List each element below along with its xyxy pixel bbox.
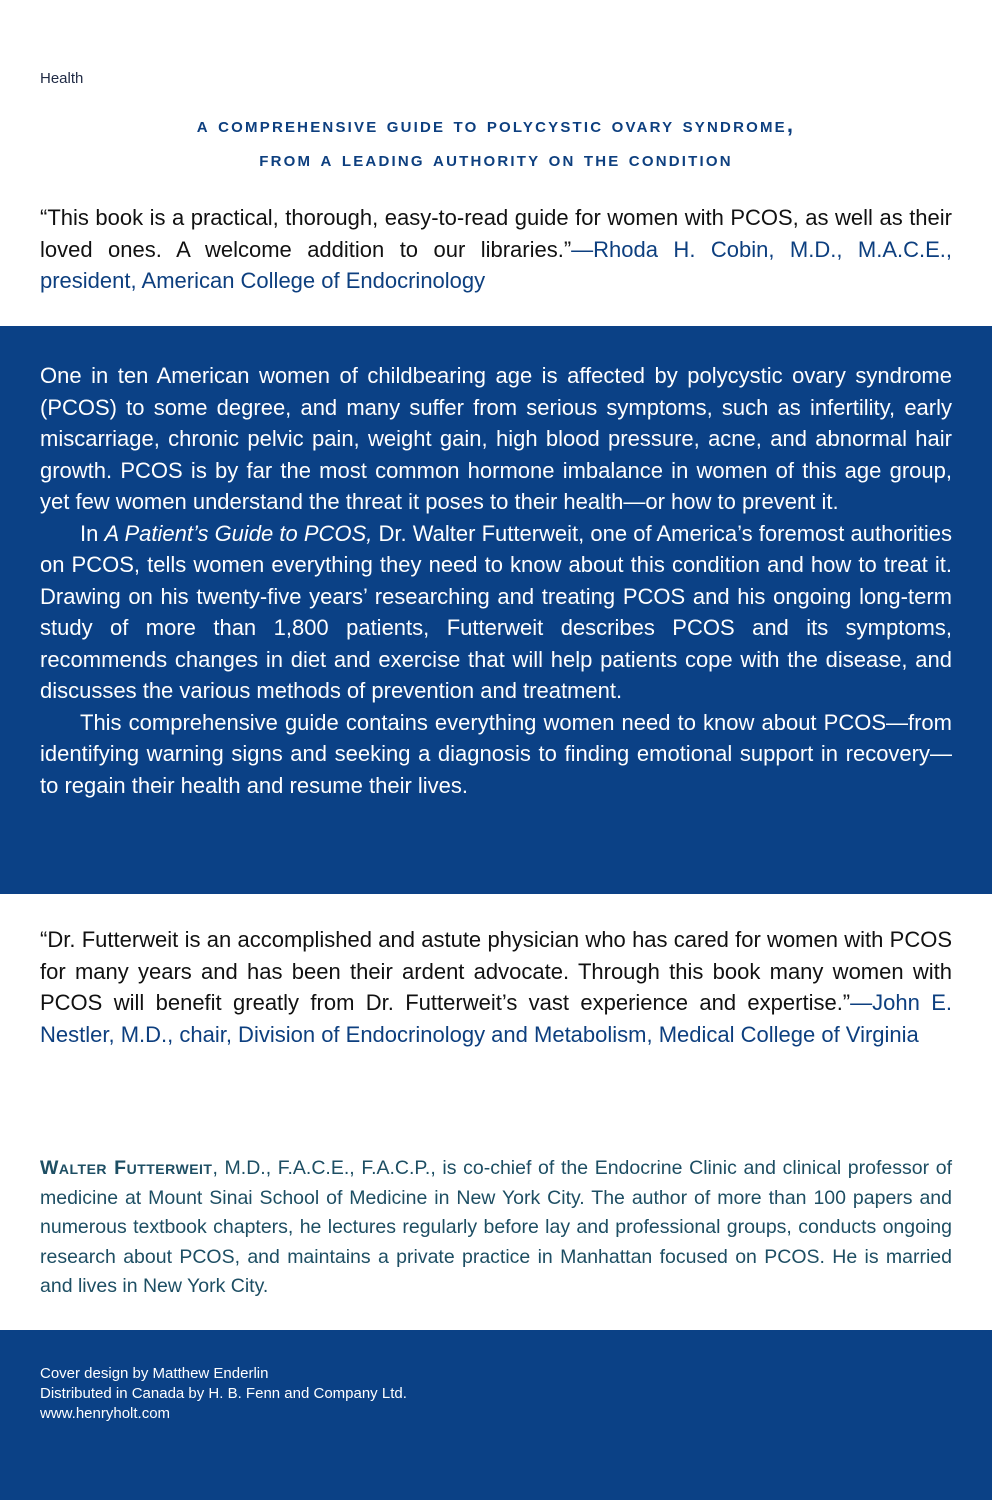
author-bio — [40, 1154, 952, 1302]
description-paragraph-2 — [40, 518, 952, 707]
cover-design-credit: Cover design by Matthew Enderlin — [40, 1365, 269, 1382]
book-title: A Patient’s Guide to PCOS, — [104, 520, 373, 546]
distribution-credit: Distributed in Canada by H. B. Fenn and Company Ltd. — [40, 1385, 407, 1402]
endorsement-quote-2 — [40, 924, 952, 1050]
description-p2-pre: In — [80, 520, 105, 546]
description-paragraph-1: One in ten American women of childbearing age is affected by polycystic ovary syndrome (PCOS) to some degree, and many suffer from serious symptoms, such as infertility, early miscarriage, chronic pelvic pain, weight gain, high blood pressure, acne, and abnormal hair growth. PCOS is by far the most common hormone imbalance in women of this age group, yet few women understand the threat it poses to their health—or how to prevent it. — [40, 363, 952, 514]
book-description — [40, 360, 952, 801]
quote-2-attribution: —John E. Nestler, M.D., chair, Division of Endocrinology and Metabolism, Medical College of Virginia — [40, 990, 952, 1047]
author-name: Walter Futterweit — [40, 1157, 213, 1179]
category-label: Health — [40, 70, 84, 87]
description-p2-post: Dr. Walter Futterweit, one of America’s foremost authorities on PCOS, tells women everything they need to know about this condition and how to treat it. Drawing on his twenty-five years’ researching and treating PCOS and his ongoing long-term study of more than 1,800 patients, Futterweit describes PCOS and its symptoms, recommends changes in diet and exercise that will help patients cope with the disease, and discusses the various methods of prevention and treatment. — [40, 520, 952, 703]
footer-credits — [40, 1364, 407, 1424]
quote-1-text: “This book is a practical, thorough, easy-to-read guide for women with PCOS, as well as their loved ones. A welcome addition to our libraries.” — [40, 205, 952, 262]
quote-2-text: “Dr. Futterweit is an accomplished and astute physician who has cared for women with PCOS for many years and has been their ardent advocate. Through this book many women with PCOS will benefit greatly from Dr. Futterweit’s vast experience and expertise.” — [40, 927, 952, 1015]
quote-1-attribution: —Rhoda H. Cobin, M.D., M.A.C.E., president, American College of Endocrinology — [40, 236, 953, 293]
description-paragraph-3: This comprehensive guide contains everything women need to know about PCOS—from identifying warning signs and seeking a diagnosis to finding emotional support in recovery—to regain their health and resume their lives. — [40, 709, 952, 798]
headline-line-2: from a leading authority on the condition — [259, 146, 733, 171]
author-bio-text: , M.D., F.A.C.E., F.A.C.P., is co-chief of the Endocrine Clinic and clinical professor of medicine at Mount Sinai School of Medicine in New York City. The author of more than 100 papers and numerous textbook chapters, he lectures regularly before lay and professional groups, conducts ongoing research about PCOS, and maintains a private practice in Manhattan focused on PCOS. He is married and lives in New York City. — [40, 1157, 952, 1297]
endorsement-quote-1 — [40, 202, 952, 297]
publisher-website: www.henryholt.com — [40, 1405, 171, 1422]
headline-line-1: a comprehensive guide to polycystic ovary syndrome, — [196, 112, 796, 137]
